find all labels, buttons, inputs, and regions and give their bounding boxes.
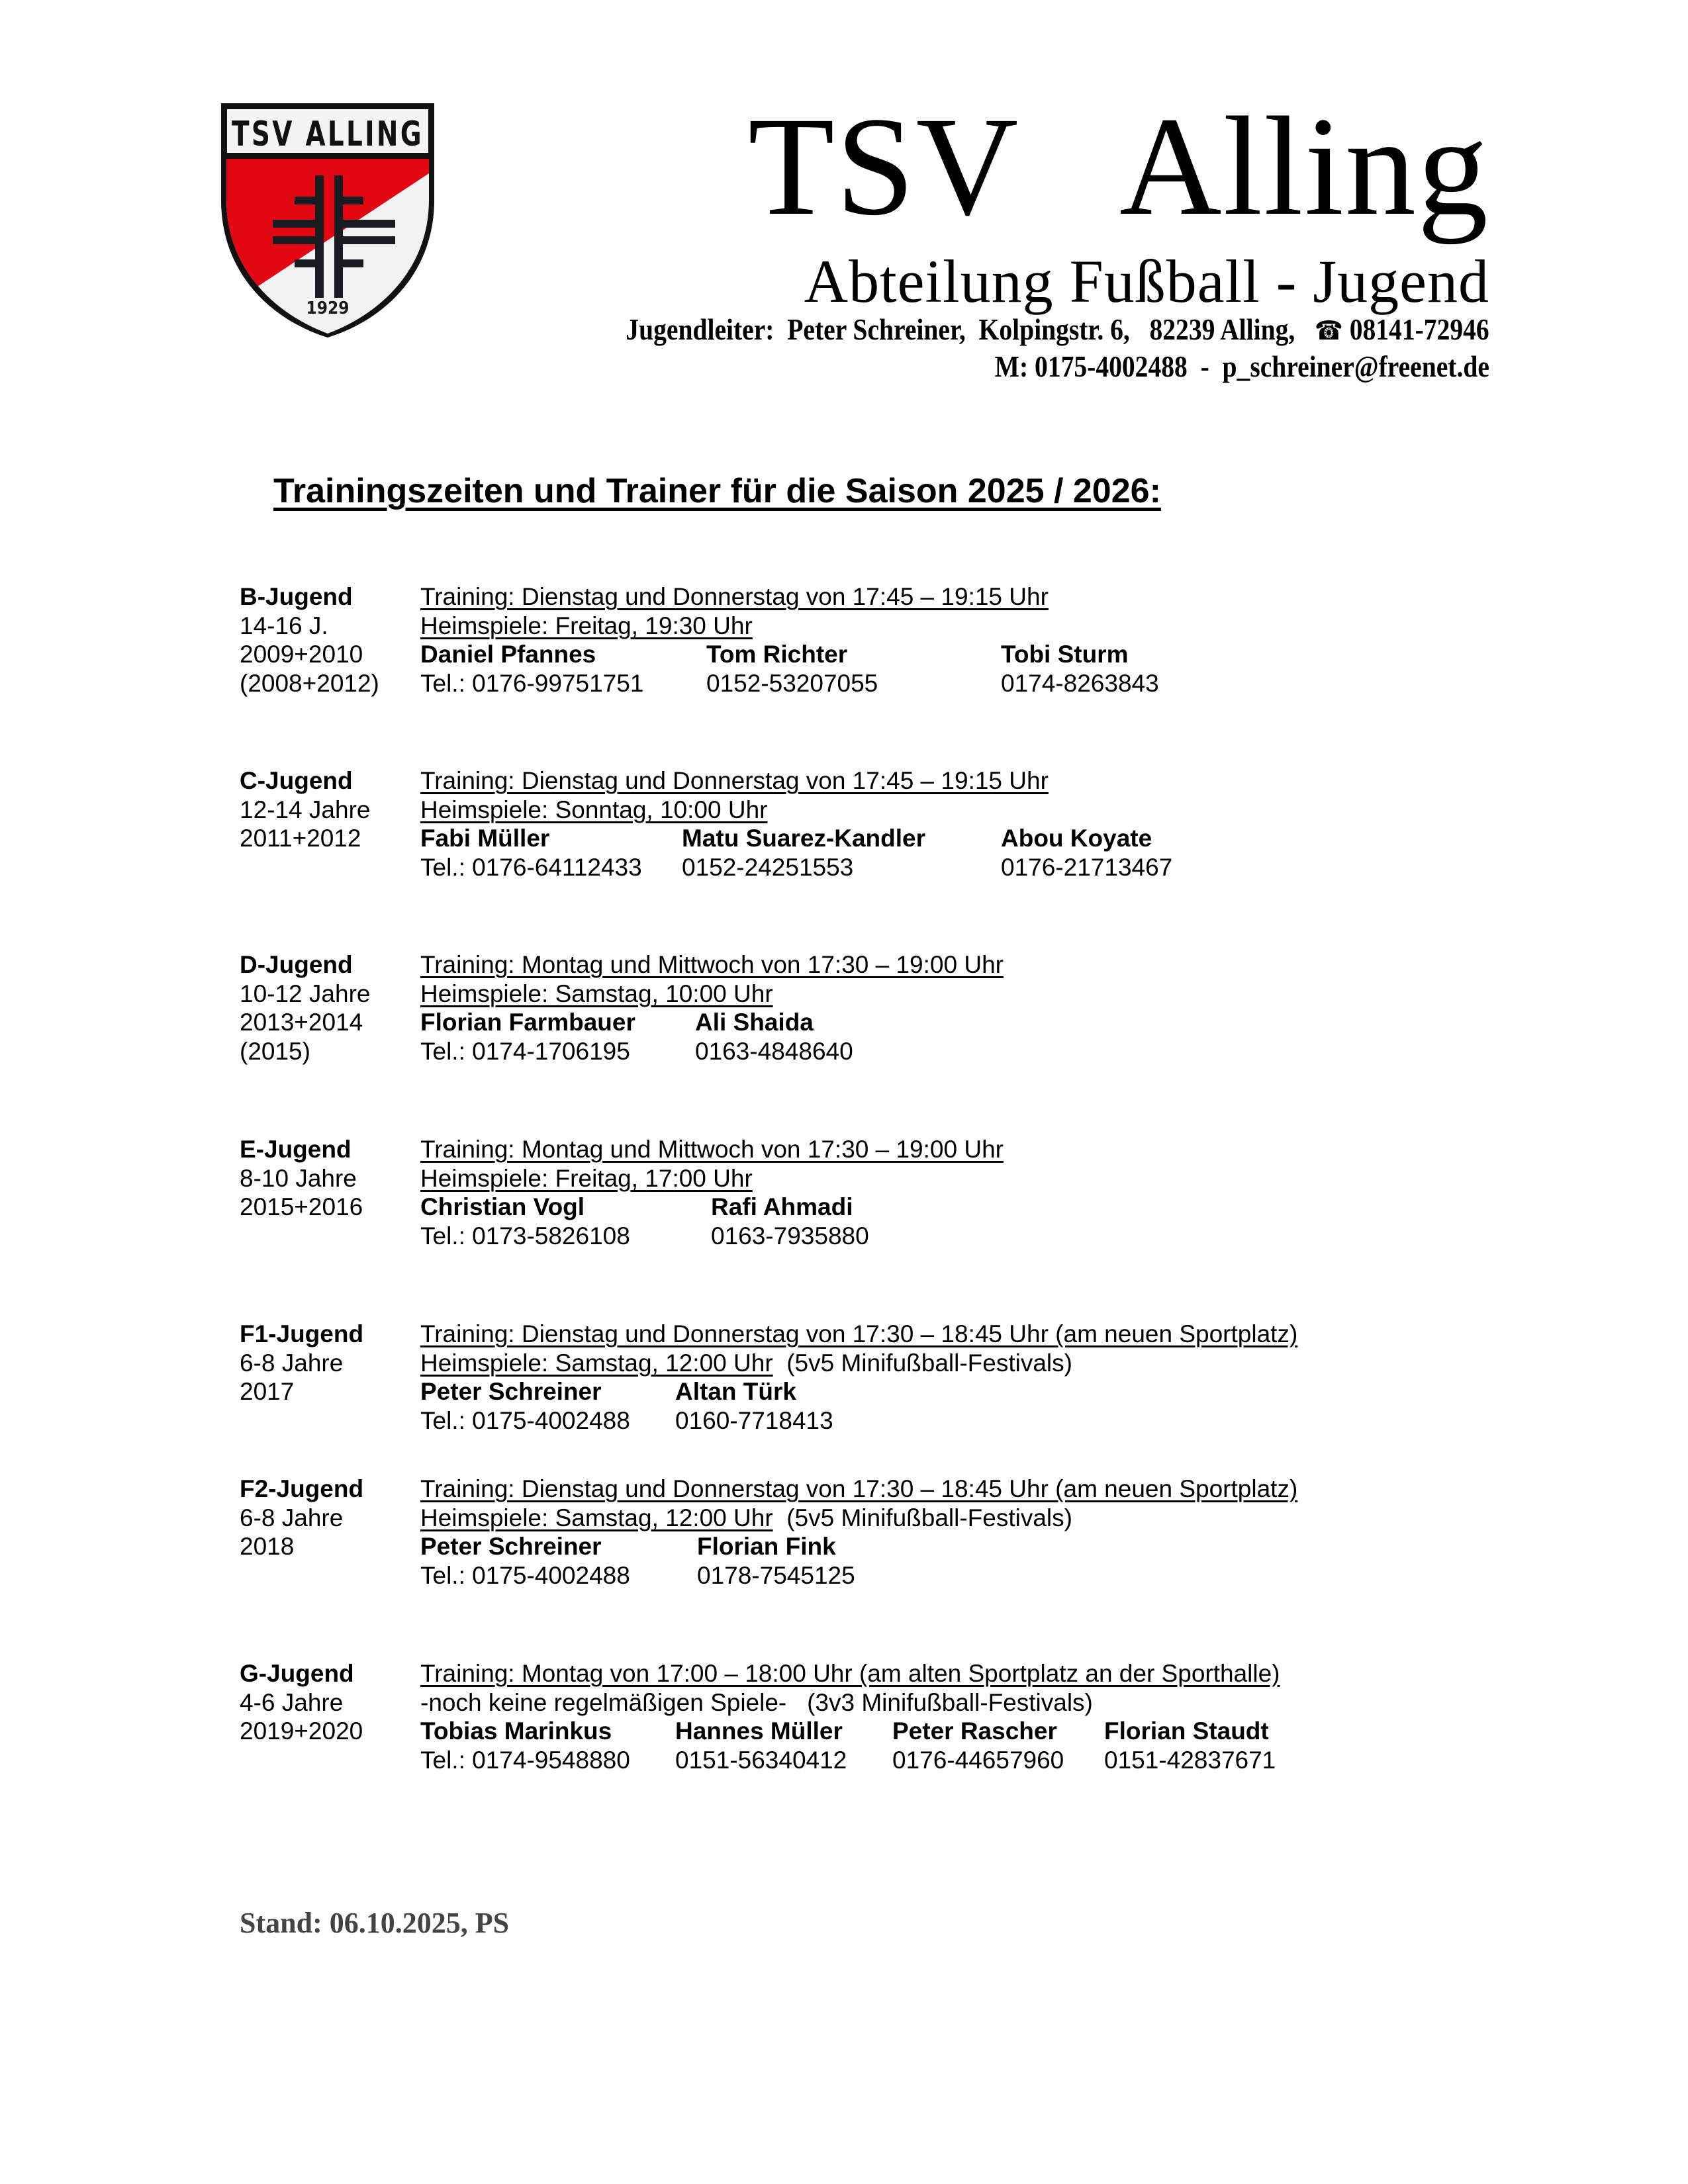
trainer-name: Florian Fink <box>697 1533 836 1560</box>
trainer-phone: Tel.: 0175-4002488 <box>420 1561 630 1589</box>
trainer-phone: 0174-8263843 <box>1001 669 1159 697</box>
team-age: 12-14 Jahre <box>240 796 371 823</box>
team-block-f1-jugend <box>240 1320 1497 1435</box>
team-age: 8-10 Jahre <box>240 1164 357 1192</box>
home-games: Heimspiele: Samstag, 12:00 Uhr <box>420 1349 773 1377</box>
trainer-phone: Tel.: 0174-1706195 <box>420 1037 630 1065</box>
team-years: 2015+2016 <box>240 1193 363 1220</box>
team-block-g-jugend <box>240 1659 1497 1774</box>
trainer-name: Daniel Pfannes <box>420 641 596 668</box>
logo-year: 1929 <box>306 298 350 318</box>
home-games-status: -noch keine regelmäßigen Spiele- <box>420 1688 787 1716</box>
trainer-phone: 0151-42837671 <box>1104 1746 1276 1774</box>
trainer-phone: 0151-56340412 <box>675 1746 847 1774</box>
training-times: Training: Dienstag und Donnerstag von 17:30 – 18:45 Uhr (am neuen Sportplatz) <box>420 1475 1298 1502</box>
training-times: Training: Montag und Mittwoch von 17:30 – 19:00 Uhr <box>420 951 1004 978</box>
trainer-name: Tom Richter <box>706 641 848 668</box>
trainer-name: Tobi Sturm <box>1001 641 1129 668</box>
team-age: 10-12 Jahre <box>240 979 371 1007</box>
home-games-note: (5v5 Minifußball-Festivals) <box>786 1349 1072 1377</box>
trainer-phone: Tel.: 0173-5826108 <box>420 1222 630 1250</box>
trainer-phone: Tel.: 0176-64112433 <box>420 853 642 881</box>
trainer-name: Matu Suarez-Kandler <box>682 825 926 852</box>
team-block-f2-jugend <box>240 1475 1497 1590</box>
trainer-name: Tobias Marinkus <box>420 1717 612 1745</box>
training-times: Training: Montag und Mittwoch von 17:30 – 19:00 Uhr <box>420 1136 1004 1163</box>
trainer-phone: 0163-7935880 <box>711 1222 869 1250</box>
club-logo <box>218 101 437 338</box>
youth-leader-contact: M: 0175-4002488 - p_schreiner@freenet.de <box>994 349 1489 383</box>
trainer-phone: 0152-53207055 <box>706 669 878 697</box>
last-updated-stamp: Stand: 06.10.2025, PS <box>240 1907 510 1939</box>
training-times: Training: Montag von 17:00 – 18:00 Uhr (am alten Sportplatz an der Sporthalle) <box>420 1660 1280 1687</box>
team-name: C-Jugend <box>240 767 353 794</box>
trainer-phone: 0163-4848640 <box>695 1037 853 1065</box>
youth-leader-address <box>626 311 1489 349</box>
club-title: TSV Alling <box>747 88 1489 245</box>
home-games-note: (3v3 Minifußball-Festivals) <box>807 1688 1093 1716</box>
team-years: 2011+2012 <box>240 825 361 852</box>
trainer-phone: 0152-24251553 <box>682 853 854 881</box>
trainer-phone: 0176-21713467 <box>1001 853 1173 881</box>
trainer-phone: Tel.: 0176-99751751 <box>420 669 644 697</box>
team-age: 14-16 J. <box>240 612 328 639</box>
trainer-name: Peter Schreiner <box>420 1533 602 1560</box>
team-block-d-jugend <box>240 950 1497 1066</box>
team-block-c-jugend <box>240 766 1497 882</box>
trainer-name: Florian Farmbauer <box>420 1009 635 1036</box>
home-games: Heimspiele: Sonntag, 10:00 Uhr <box>420 796 768 823</box>
trainer-phone: 0176-44657960 <box>892 1746 1064 1774</box>
team-block-b-jugend <box>240 582 1497 698</box>
telephone-icon: ☎ <box>1315 316 1344 346</box>
trainer-phone: Tel.: 0174-9548880 <box>420 1746 630 1774</box>
team-years: 2013+2014 <box>240 1009 363 1036</box>
page-heading: Trainingszeiten und Trainer für die Saison 2025 / 2026: <box>273 472 1161 510</box>
team-age: 6-8 Jahre <box>240 1349 344 1377</box>
trainer-name: Florian Staudt <box>1104 1717 1269 1745</box>
team-years: 2018 <box>240 1533 295 1560</box>
team-years-extra: (2008+2012) <box>240 669 379 697</box>
trainer-name: Hannes Müller <box>675 1717 843 1745</box>
team-age: 6-8 Jahre <box>240 1504 344 1531</box>
training-times: Training: Dienstag und Donnerstag von 17:45 – 19:15 Uhr <box>420 767 1049 794</box>
team-years: 2019+2020 <box>240 1717 363 1745</box>
leader-text: Jugendleiter: Peter Schreiner, Kolpingstr. 6, 82239 Alling, <box>626 312 1315 346</box>
team-age: 4-6 Jahre <box>240 1688 344 1716</box>
club-subtitle: Abteilung Fußball - Jugend <box>804 248 1489 315</box>
training-times: Training: Dienstag und Donnerstag von 17:45 – 19:15 Uhr <box>420 583 1049 610</box>
team-block-e-jugend <box>240 1135 1497 1250</box>
home-games: Heimspiele: Samstag, 12:00 Uhr <box>420 1504 773 1531</box>
trainer-name: Peter Rascher <box>892 1717 1057 1745</box>
trainer-name: Abou Koyate <box>1001 825 1152 852</box>
team-name: D-Jugend <box>240 951 353 978</box>
trainer-name: Peter Schreiner <box>420 1378 602 1405</box>
trainer-name: Fabi Müller <box>420 825 550 852</box>
home-games: Heimspiele: Freitag, 19:30 Uhr <box>420 612 753 639</box>
trainer-name: Ali Shaida <box>695 1009 814 1036</box>
logo-banner-text: TSV ALLING <box>232 114 424 154</box>
team-name: F2-Jugend <box>240 1475 364 1502</box>
trainer-phone: 0178-7545125 <box>697 1561 855 1589</box>
trainer-name: Altan Türk <box>675 1378 796 1405</box>
team-years: 2017 <box>240 1378 295 1405</box>
trainer-name: Rafi Ahmadi <box>711 1193 853 1220</box>
training-times: Training: Dienstag und Donnerstag von 17:30 – 18:45 Uhr (am neuen Sportplatz) <box>420 1320 1298 1347</box>
home-games: Heimspiele: Freitag, 17:00 Uhr <box>420 1164 753 1192</box>
team-name: G-Jugend <box>240 1660 354 1687</box>
team-name: E-Jugend <box>240 1136 352 1163</box>
trainer-phone: 0160-7718413 <box>675 1406 833 1434</box>
home-games: Heimspiele: Samstag, 10:00 Uhr <box>420 979 773 1007</box>
trainer-phone: Tel.: 0175-4002488 <box>420 1406 630 1434</box>
team-name: B-Jugend <box>240 583 353 610</box>
home-games-note: (5v5 Minifußball-Festivals) <box>786 1504 1072 1531</box>
leader-phone: 08141-72946 <box>1343 312 1489 346</box>
team-name: F1-Jugend <box>240 1320 364 1347</box>
trainer-name: Christian Vogl <box>420 1193 585 1220</box>
team-years-extra: (2015) <box>240 1037 310 1065</box>
team-years: 2009+2010 <box>240 641 363 668</box>
